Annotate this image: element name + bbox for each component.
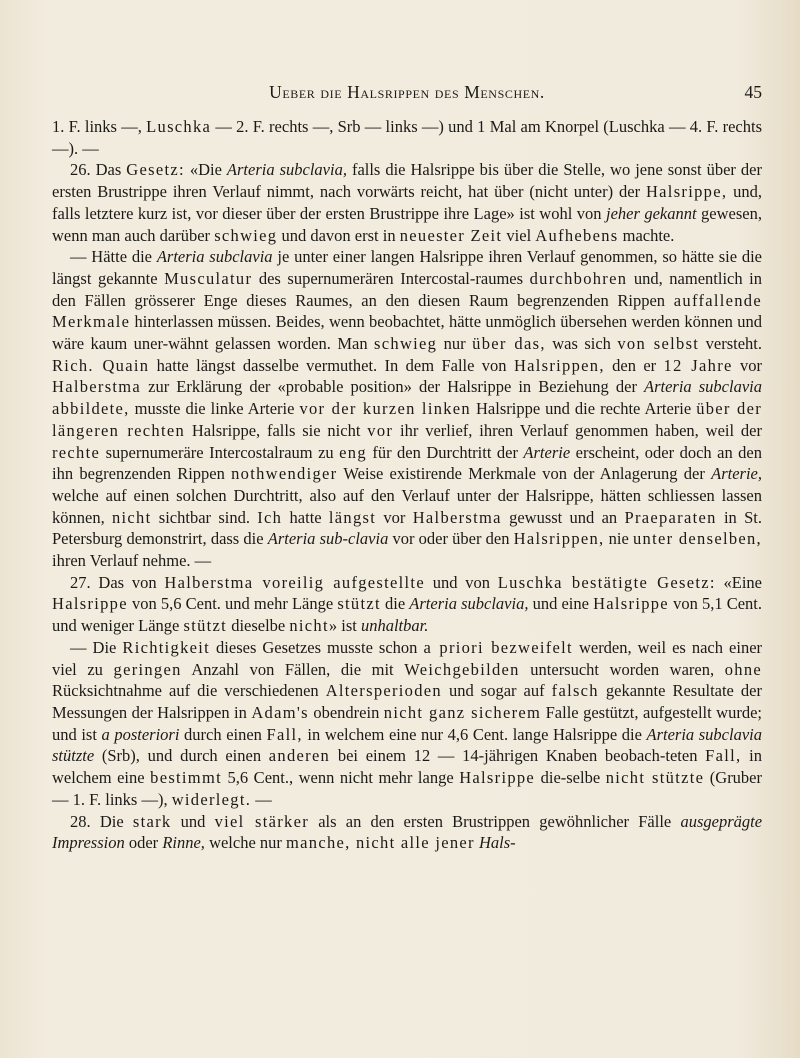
text-run: 1. F. links —, <box>52 117 147 136</box>
text-run: vor der kurzen linken <box>299 399 471 419</box>
text-run: «Eine <box>715 572 762 592</box>
text-run: Gesetz: <box>126 160 185 180</box>
text-run: nie <box>604 529 633 549</box>
text-run: — Die <box>70 637 123 657</box>
text-run: anderen <box>268 746 331 766</box>
text-run: vor <box>732 355 762 375</box>
text-run: eng <box>339 442 367 462</box>
text-run: Richtigkeit <box>122 637 211 657</box>
page-number: 45 <box>744 82 762 102</box>
text-run: versteht. <box>699 334 762 354</box>
text-run: schwieg <box>374 334 438 354</box>
text-run: Halsrippe <box>52 594 128 614</box>
text-run: 5,6 Cent., wenn nicht mehr lange <box>221 768 460 788</box>
text-run: sichtbar sind. <box>151 507 258 527</box>
text-run: vor <box>367 420 394 440</box>
text-run: Arteria subclavia, <box>226 160 347 180</box>
text-run: Halsrippen, <box>513 529 605 549</box>
text-run: Ich <box>257 507 283 527</box>
text-run: was sich <box>545 334 618 354</box>
text-run: Fall, <box>266 724 303 744</box>
text-run: Halberstma voreilig <box>164 572 325 592</box>
text-run: obendrein <box>308 702 384 722</box>
text-run: nicht <box>112 507 152 527</box>
text-run: hatte <box>282 507 329 527</box>
text-run: 28. Die <box>70 811 133 831</box>
text-run: Aufhebens <box>535 225 619 245</box>
text-run: machte. <box>618 225 675 245</box>
text-run: Rinne, <box>162 833 205 853</box>
text-run: welche auf einen solchen Durchtritt, also auf den Verlauf unter der Halsrippe, hätten schliessen lassen können, <box>52 485 762 527</box>
text-run: nicht <box>289 616 329 636</box>
text-run: Arteria subclavia <box>644 377 762 397</box>
text-run: ohne <box>724 659 762 679</box>
text-run: und davon erst in <box>277 225 400 245</box>
text-run: in welchem eine <box>52 746 762 788</box>
text-run: Altersperioden <box>325 681 442 701</box>
body-text <box>52 116 762 854</box>
text-run: stark <box>132 811 172 831</box>
text-run: die <box>380 594 410 614</box>
text-run: — <box>251 789 272 809</box>
text-run: und sogar auf <box>441 681 552 701</box>
text-run: stützt <box>183 616 228 636</box>
text-run: 27. Das von <box>70 572 165 592</box>
text-run: Arteria subclavia <box>156 247 273 267</box>
text-run: a posteriori <box>101 724 180 744</box>
text-run: Musculatur <box>164 268 253 288</box>
paragraph-26 <box>52 159 762 246</box>
text-run: hatte längst dasselbe vermuthet. In dem Falle von <box>149 355 514 375</box>
text-run: ihren Verlauf nehme. — <box>52 551 212 571</box>
text-run: Halsrippe <box>459 768 536 788</box>
text-run: bestimmt <box>150 768 222 788</box>
text-run: jeher gekannt <box>605 203 697 223</box>
text-run: Halsrippe <box>593 594 669 614</box>
text-run: und, namentlich in den Fällen grösserer Enge dieses Raumes, an den diesen Raum begrenzenden Rippen <box>52 268 762 310</box>
running-title: Ueber die Halsrippen des Menschen. <box>269 82 545 102</box>
text-run: a priori <box>423 637 484 657</box>
text-run: rechte <box>52 442 101 462</box>
paragraph-27 <box>52 572 762 637</box>
text-run: erscheint, oder doch an den ihn begrenzenden Rippen <box>52 442 762 484</box>
text-run: Halsrippe, <box>645 182 728 202</box>
text-run: viel stärker <box>214 811 310 831</box>
text-run: widerlegt. <box>171 789 252 809</box>
text-run: über das, <box>472 334 546 354</box>
text-run: schwieg <box>214 225 278 245</box>
text-run: viel <box>502 225 536 245</box>
text-run: aufgestellte <box>324 572 425 592</box>
text-run: bezweifelt <box>483 637 573 657</box>
text-run: Luschka bestätigte Gesetz: <box>497 572 716 592</box>
text-run: Weichgebilden <box>404 659 520 679</box>
text-run: (Gruber — 1. F. links —), <box>52 768 763 809</box>
text-run: durch einen <box>179 724 267 744</box>
text-run: Anzahl von Fällen, die mit <box>181 659 405 679</box>
text-run: Arteria subclavia stützte <box>52 724 762 766</box>
text-run: abbildete, <box>52 399 130 419</box>
text-run: und eine <box>528 594 594 614</box>
text-run: Halsrippen, <box>513 355 605 375</box>
text-run: Halsrippe und die rechte Arterie <box>470 399 697 419</box>
text-run: nur <box>437 334 473 354</box>
text-run: Fall, <box>705 746 742 766</box>
paragraph-continuation <box>52 116 762 159</box>
text-run: Adam's <box>251 702 309 722</box>
text-run: falls die Halsrippe bis über die Stelle, wo jene sonst über der ersten Brustrippe ihren Verlauf nimmt, nach vorwärts reicht, hat über (nicht unter) der <box>52 160 762 202</box>
text-run: Rich. Quain <box>52 355 150 375</box>
text-run: » ist <box>328 616 361 636</box>
text-run: von 5,1 Cent. und weniger Länge <box>52 594 762 636</box>
text-run: Halberstma <box>412 507 502 527</box>
text-run: Luschka <box>146 117 212 136</box>
text-run: 26. Das <box>70 160 127 180</box>
text-run: Arterie <box>523 442 571 462</box>
text-run: ihr verlief, ihren Verlauf genommen haben, weil der <box>393 420 762 440</box>
text-run: von selbst <box>617 334 700 354</box>
text-run: denselben, <box>673 529 762 549</box>
text-run: welche nur <box>204 833 287 853</box>
text-run: die-selbe <box>535 768 606 788</box>
text-run: von 5,6 Cent. und mehr Länge <box>127 594 338 614</box>
text-run: neuester Zeit <box>399 225 503 245</box>
text-run: dieses Gesetzes musste schon <box>210 637 424 657</box>
text-run: in St. Petersburg demonstrirt, dass die <box>52 507 762 549</box>
text-run: und von <box>424 572 498 592</box>
text-run: falsch <box>551 681 599 701</box>
text-run: und <box>171 811 215 831</box>
text-run: 12 Jahre <box>663 355 733 375</box>
text-run: als an den ersten Brustrippen gewöhnlicher Fälle <box>309 811 681 831</box>
text-run: in welchem eine nur 4,6 Cent. lange Halsrippe die <box>302 724 647 744</box>
text-run: für den Durchtritt der <box>366 442 524 462</box>
text-run: gekannte Resultate der Messungen der Halsrippen in <box>52 681 762 722</box>
text-run: Weise existirende Merkmale von der Anlagerung der <box>337 464 712 484</box>
text-run: unhaltbar. <box>360 616 429 636</box>
text-run: und, falls letztere kurz ist, vor dieser über der ersten Brustrippe ihre Lage» ist wohl von <box>52 182 763 223</box>
text-run: ausgeprägte Impression <box>52 811 763 853</box>
text-run: hinterlassen müssen. Beides, wenn beobachtet, hätte unmöglich übersehen werden können und wäre kaum uner-wähnt gelassen worden. Man <box>52 312 762 354</box>
text-run: Praeparaten <box>624 507 717 527</box>
text-run: über der längeren rechten <box>52 399 762 440</box>
text-run: «Die <box>184 160 227 180</box>
text-run: vor <box>376 507 413 527</box>
page-header <box>52 82 762 106</box>
text-run: gewusst und an <box>501 507 625 527</box>
text-run: nicht ganz sicherem <box>383 702 542 722</box>
text-run: auffallende Merkmale <box>52 290 762 332</box>
text-run: unter <box>633 529 674 549</box>
text-run: geringen <box>113 659 182 679</box>
text-run: (Srb), und durch einen <box>94 746 269 766</box>
text-run: supernumeräre Intercostalraum zu <box>100 442 340 462</box>
text-run: Arteria sub-clavia <box>267 529 389 549</box>
text-run: werden, weil es nach einer viel zu <box>52 637 763 679</box>
text-run: längst <box>328 507 377 527</box>
text-run: nothwendiger <box>231 464 338 484</box>
text-run: gewesen, wenn man auch darüber <box>52 203 762 245</box>
text-run: zur Erklärung der «probable position» der Halsrippe in Beziehung der <box>141 377 645 397</box>
text-run: manche, nicht alle jener <box>286 833 475 853</box>
text-run: — 2. F. rechts —, Srb — links —) und 1 Mal am Knorpel (Luschka — 4. F. rechts —). — <box>52 117 762 158</box>
text-run: Hals- <box>478 833 516 853</box>
text-run: dieselbe <box>227 616 290 636</box>
paragraph-28 <box>52 811 762 854</box>
text-run: oder <box>124 833 163 853</box>
text-run: Halberstma <box>52 377 142 397</box>
text-run: — Hätte die <box>70 247 157 267</box>
text-run: bei einem 12 — 14-jährigen Knaben beobach-teten <box>330 746 706 766</box>
text-run: musste die linke Arterie <box>129 399 300 419</box>
text-run: des supernumerären Intercostal-raumes <box>252 268 530 288</box>
paragraph-26-continued <box>52 246 762 572</box>
text-run: vor oder über den <box>388 529 514 549</box>
text-run: stützt <box>337 594 381 614</box>
text-run: Falle gestützt, aufgestellt wurde; und ist <box>52 702 762 744</box>
paragraph-27-continued <box>52 637 762 811</box>
text-run: Rücksichtnahme auf die verschiedenen <box>52 681 326 701</box>
text-run: je unter einer langen Halsrippe ihren Verlauf genommen, so hätte sie die längst gekannte <box>52 247 763 288</box>
text-run: Halsrippe, falls sie nicht <box>185 420 368 440</box>
text-run: untersucht worden waren, <box>519 659 725 679</box>
text-run: den er <box>604 355 664 375</box>
text-run: Arterie, <box>711 464 763 484</box>
text-run: durchbohren <box>529 268 628 288</box>
text-run: Arteria subclavia, <box>409 594 529 614</box>
text-run: nicht stützte <box>605 768 705 788</box>
